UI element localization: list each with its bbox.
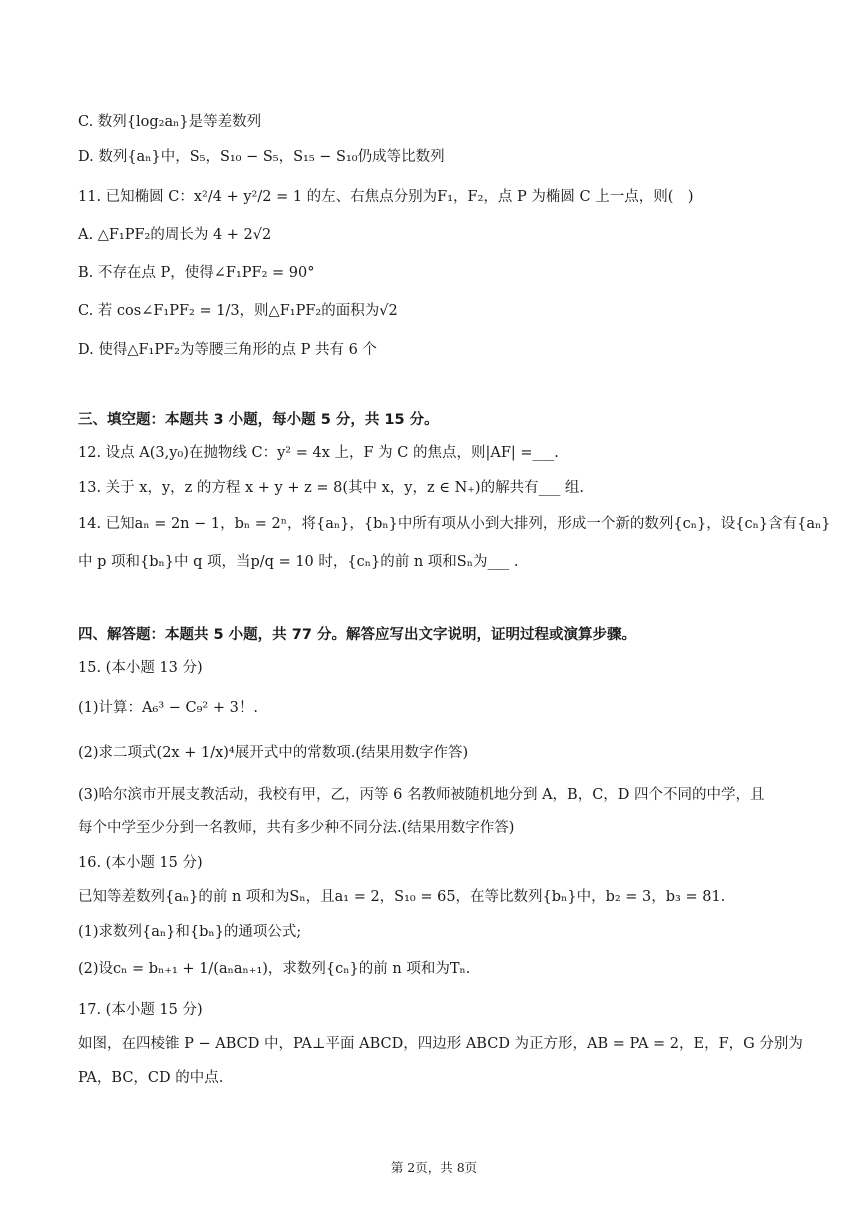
question-17-stem-line-2: PA，BC，CD 的中点. (78, 1070, 224, 1086)
question-17-header: 17. (本小题 15 分) (78, 1002, 203, 1018)
section-heading-solutions: 四、解答题：本题共 5 小题，共 77 分。解答应写出文字说明，证明过程或演算步骤。 (78, 627, 636, 643)
question-11: 11. 已知椭圆 C：x²/4 + y²/2 = 1 的左、右焦点分别为F₁，F₂，点 P 为椭圆 C 上一点，则( ) (78, 189, 694, 205)
question-16-part-2: (2)设cₙ = bₙ₊₁ + 1/(aₙaₙ₊₁)，求数列{cₙ}的前 n 项和为Tₙ. (78, 961, 471, 977)
question-16-stem: 已知等差数列{aₙ}的前 n 项和为Sₙ，且a₁ = 2，S₁₀ = 65，在等比数列{bₙ}中，b₂ = 3，b₃ = 81. (78, 889, 726, 905)
question-15-header: 15. (本小题 13 分) (78, 660, 203, 676)
question-15-part-2: (2)求二项式(2x + 1/x)⁴展开式中的常数项.(结果用数字作答) (78, 745, 469, 761)
question-14-line-2: 中 p 项和{bₙ}中 q 项，当p/q = 10 时，{cₙ}的前 n 项和Sₙ为___ . (78, 554, 519, 570)
question-13: 13. 关于 x，y，z 的方程 x + y + z = 8(其中 x，y，z ∈ N₊)的解共有___ 组. (78, 480, 585, 496)
option-d-q11: D. 使得△F₁PF₂为等腰三角形的点 P 共有 6 个 (78, 342, 377, 358)
question-15-part-3-line-1: (3)哈尔滨市开展支教活动，我校有甲，乙，丙等 6 名教师被随机地分到 A，B，C，D 四个不同的中学，且 (78, 787, 765, 803)
option-a-q11: A. △F₁PF₂的周长为 4 + 2√2 (78, 227, 272, 243)
option-c-q10: C. 数列{log₂aₙ}是等差数列 (78, 114, 262, 130)
question-14-line-1: 14. 已知aₙ = 2n − 1，bₙ = 2ⁿ，将{aₙ}，{bₙ}中所有项从小到大排列，形成一个新的数列{cₙ}，设{cₙ}含有{aₙ} (78, 516, 831, 532)
question-16-part-1: (1)求数列{aₙ}和{bₙ}的通项公式; (78, 924, 302, 940)
section-heading-fill-in: 三、填空题：本题共 3 小题，每小题 5 分，共 15 分。 (78, 412, 439, 428)
question-15-part-1: (1)计算：A₆³ − C₉² + 3！. (78, 700, 258, 716)
option-c-q11: C. 若 cos∠F₁PF₂ = 1/3，则△F₁PF₂的面积为√2 (78, 303, 398, 319)
question-17-stem-line-1: 如图，在四棱锥 P − ABCD 中，PA⊥平面 ABCD，四边形 ABCD 为正方形，AB = PA = 2，E，F，G 分别为 (78, 1036, 803, 1052)
page-footer: 第 2页，共 8页 (390, 1160, 478, 1175)
question-16-header: 16. (本小题 15 分) (78, 855, 203, 871)
option-b-q11: B. 不存在点 P，使得∠F₁PF₂ = 90° (78, 265, 315, 281)
option-d-q10: D. 数列{aₙ}中，S₅，S₁₀ − S₅，S₁₅ − S₁₀仍成等比数列 (78, 149, 445, 165)
question-12: 12. 设点 A(3,y₀)在抛物线 C：y² = 4x 上，F 为 C 的焦点，则|AF| =___. (78, 445, 559, 461)
question-15-part-3-line-2: 每个中学至少分到一名教师，共有多少种不同分法.(结果用数字作答) (78, 820, 515, 836)
